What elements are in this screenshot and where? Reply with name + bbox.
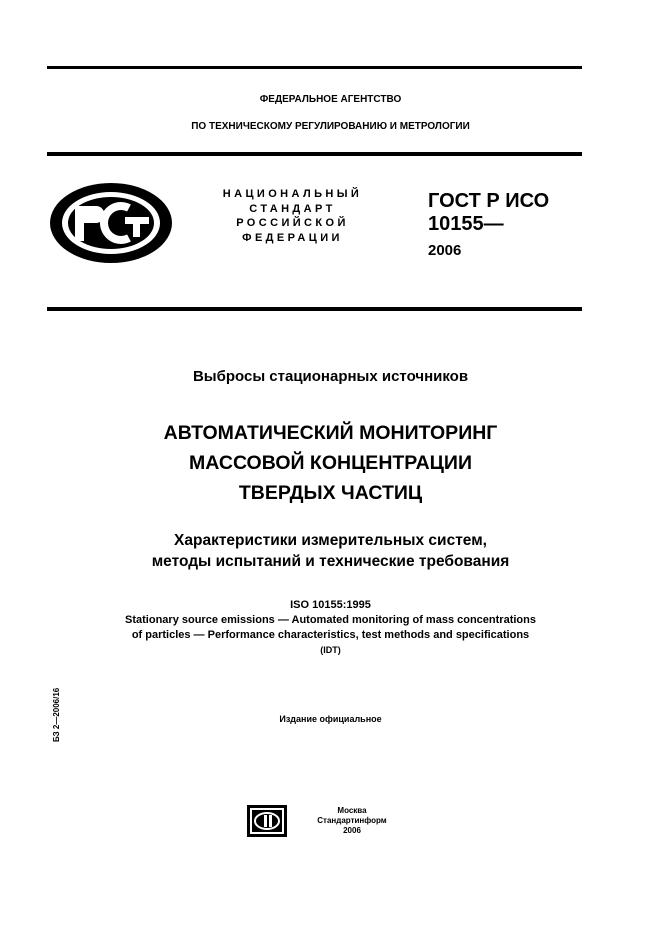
national-standard-block [190,187,395,245]
top-rule [47,66,582,69]
publisher-year: 2006 [343,826,361,835]
side-code: БЗ 2—2006/16 [52,687,61,742]
official-edition: Издание официальное [279,714,382,724]
national-line-1: НАЦИОНАЛЬНЫЙ [222,188,363,200]
publisher-block [312,806,392,836]
publisher-city: Москва [337,806,367,815]
description-line-1: Характеристики измерительных систем, [174,532,487,549]
title-line-2: МАССОВОЙ КОНЦЕНТРАЦИИ [189,452,472,474]
iso-ref: ISO 10155:1995 [290,599,371,611]
national-line-4: ФЕДЕРАЦИИ [242,231,343,244]
standartinform-logo-icon [247,805,287,837]
agency-line-1: ФЕДЕРАЛЬНОЕ АГЕНТСТВО [259,94,402,105]
document-title [0,418,661,508]
description-line-2: методы испытаний и технические требования [151,553,510,570]
iso-title-line-2: of particles — Performance characteristics, test methods and specifications [131,629,530,641]
mid-rule [47,307,582,311]
gost-number: 10155— [428,213,504,235]
iso-reference-block [0,598,661,658]
gost-year: 2006 [428,242,462,259]
gost-designation: ГОСТ Р ИСО [428,190,550,212]
header-rule [47,152,582,156]
iso-title-line-1: Stationary source emissions — Automated monitoring of mass concentrations [125,614,536,626]
publisher-name: Стандартинформ [317,816,387,825]
document-description [0,530,661,572]
title-line-1: АВТОМАТИЧЕСКИЙ МОНИТОРИНГ [163,422,498,444]
national-line-2: СТАНДАРТ [249,202,336,215]
gost-r-logo-icon [47,180,175,266]
agency-line-2: ПО ТЕХНИЧЕСКОМУ РЕГУЛИРОВАНИЮ И МЕТРОЛОГИИ [191,121,470,132]
idt-label: (IDT) [320,645,341,655]
title-line-3: ТВЕРДЫХ ЧАСТИЦ [238,482,423,504]
document-subtitle: Выбросы стационарных источников [192,368,469,385]
national-line-3: РОССИЙСКОЙ [236,217,349,229]
